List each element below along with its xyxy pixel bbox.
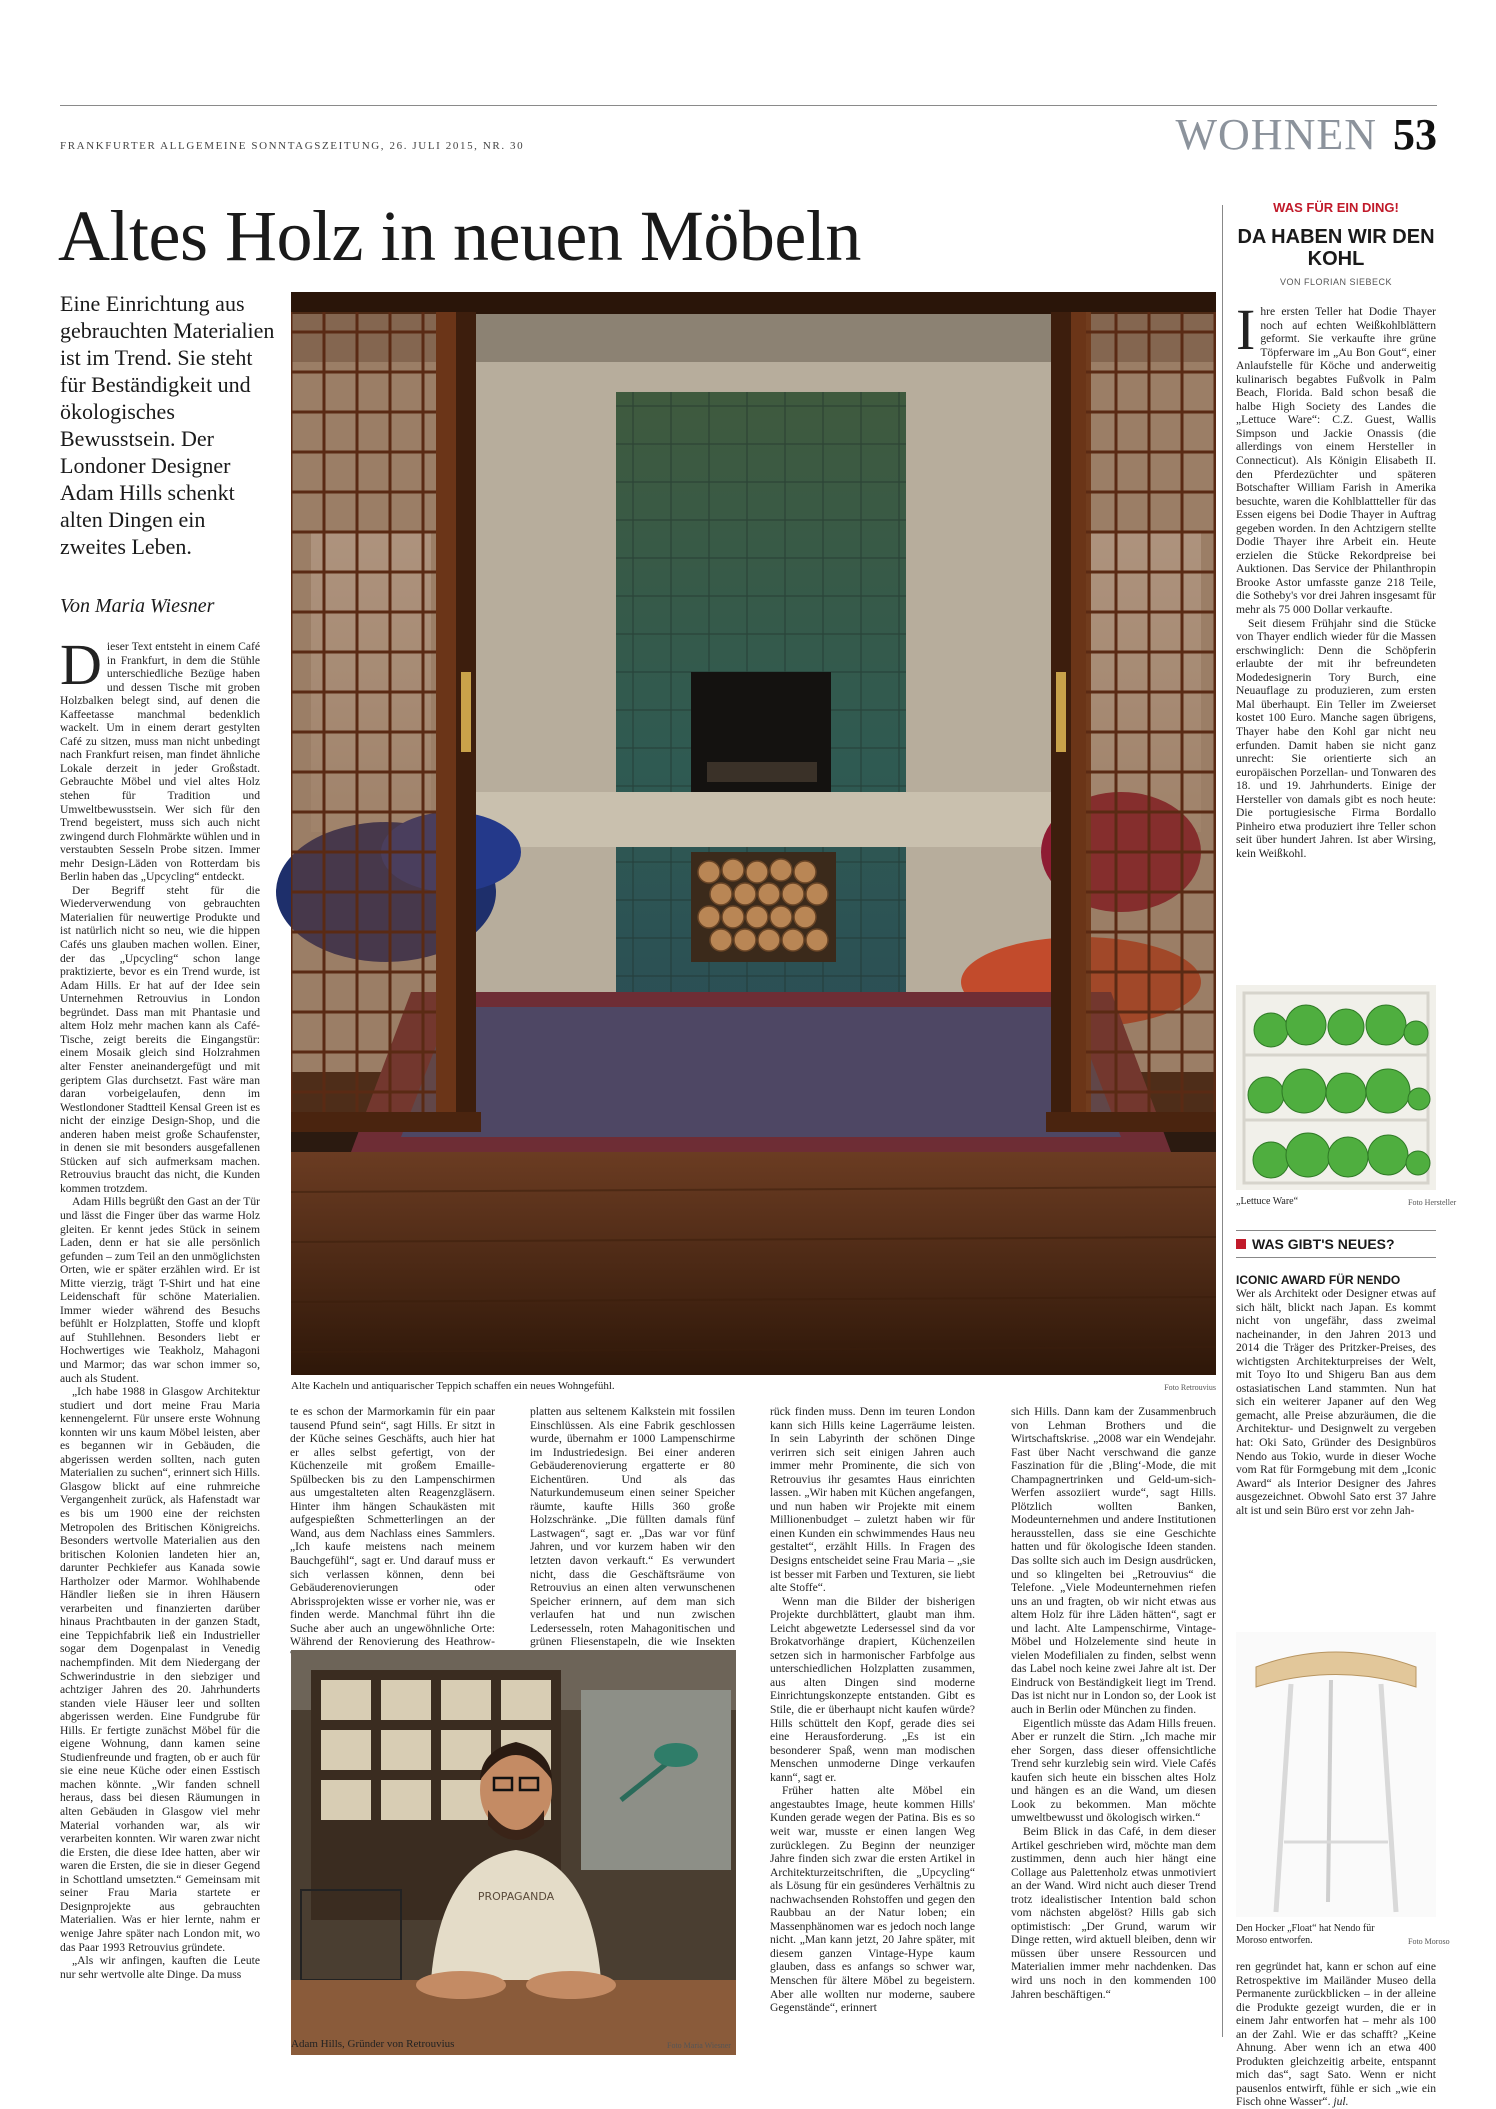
paragraph: „Ich habe 1988 in Glasgow Architektur studiert und dort meine Frau Maria kennengelernt. Für unsere erste Wohnung konnten wir uns kaum Möbel leisten, aber es begannen wir in Gebäuden, die abgerissen werden sollten, nach guten Materialien zu suchen“, erinnert sich Hills. Glasgow blickt auf eine ruhmreiche Vergangenheit zurück, als Hafenstadt war es bis um 1900 eine der reichsten Metropolen des Britischen Königreichs. Besonders wertvolle Materialien aus den britischen Kolonien landeten hier an, darunter Pechkiefer aus Kanada sowie Hartholzer oder Marmor. Wohlhabende Händler ließen sie in ihren Häusern verarbeiten und finanzierten darüber hinaus Prachtbauten in der ganzen Stadt, eine Teppichfabrik ließ ein Industrieller sogar dem Dogenpalast in Venedig nachempfinden. Mit dem Niedergang der Schwerindustrie in den siebziger und achtziger Jahren des 20. Jahrhunderts standen viele Häuser leer und sollten abgerissen werden. Eine Fundgrube für Hills. Er fertigte zunächst Möbel für die eigene Wohnung, dann kamen seine Studienfreunde und fragten, ob er auch für sie eine neue Küche oder einen Esstisch machen könnte. „Wir fanden schnell heraus, dass bei diesen Räumungen in alten Gebäuden in Glasgow viel mehr Material vorhanden war, als wir verarbeiten konnten. Wir waren zwar nicht die Ersten, die diese Idee hatten, aber wir waren die Ersten, die sie in dieser Gegend in Schottland umsetzten.“ Gemeinsam mit seiner Frau Maria startete er Designprojekte aus gebrauchten Materialien. Was er hier lernte, nahm er wenige Jahre später nach London mit, wo das Paar 1993 Retrouvius gründete. bbox=[60, 1385, 260, 1954]
paragraph: rück finden muss. Denn im teuren London kann sich Hills keine Lagerräume leisten. In sein Labyrinth der schönen Dinge verirren sich seit einigen Jahren auch immer mehr Prominente, die sich von Retrouvius ihr gesamtes Haus einrichten lassen. „Wir haben mit Küchen angefangen, und nun haben wir Projekte mit einem Millionenbudget – zuletzt haben wir für einen Kunden ein schwimmendes Haus neu gestaltet“, erzählt Hills. In Fragen des Designs entscheidet seine Frau Maria – „sie ist besser mit Farben und Texturen, sie liebt alte Stoffe“. bbox=[770, 1405, 975, 1595]
section-page bbox=[1175, 112, 1437, 158]
paragraph: Der Begriff steht für die Wiederverwendung von gebrauchten Materialien für neuwertige Produkte und ist natürlich nicht so neu, wie die hippen Cafés uns glauben machen wollen. Einer, der das „Upcycling“ schon lange praktizierte, bevor es ein Trend wurde, ist Adam Hills. Er hat auf der Idee sein Unternehmen Retrouvius in London begründet. Dass man mit Phantasie und altem Holz mehr machen kann als Café-Tische, zeigt bereits die Eingangstür: einem Mosaik gleich sind Holzrahmen alter Fenster aneinandergefügt und mit geriptem Glas durchsetzt. Fast wäre man daran vorbeigelaufen, denn im Westlondoner Stadtteil Kensal Green ist es nicht der einzige Design-Shop, und die anderen haben meist große Schaufenster, in denen sie mit besonders ausgefallenen Stücken auf sich aufmerksam machen. Retrouvius braucht das nicht, die Kunden kommen trotzdem. bbox=[60, 883, 260, 1195]
portrait-credit: Foto Maria Wiesner bbox=[667, 2041, 731, 2050]
lettuce-ware-credit: Foto Hersteller bbox=[1408, 1198, 1457, 1207]
sidebar-author: VON FLORIAN SIEBECK bbox=[1279, 277, 1393, 287]
paragraph: hre ersten Teller hat Dodie Thayer noch auf echten Weißkohlblättern geformt. Sie verkaufte ihre grüne Töpferware im „Au Bon Gout“, einer Anlaufstelle für Köche und anderweitig kulinarisch begabtes Fußvolk in Palm Beach, Florida. Bald schon besaß die halbe High Society des Landes die „Lettuce Ware“: C.Z. Guest, Wallis Simpson und Jackie Onassis (die allerdings von einem Hersteller in Connecticut). Als Königin Elisabeth II. den Pferdezüchter und späteren Botschafter William Farish in Amerika besuchte, waren die Kohlblattteller für das Essen eigens bei Dodie Thayer in Auftrag gegeben worden. In den Achtzigern stellte Dodie Thayer ihre Arbeit ein. Heute erzielen die Stücke Rekordpreise bei Auktionen. Das Service der Philanthropin Brooke Astor umfasste ganze 218 Teile, die Sotheby's vor drei Jahren insgesamt für mehr als 75 000 Dollar verkaufte. bbox=[1236, 305, 1436, 617]
article-lead: Eine Einrichtung aus gebrauchten Materialien ist im Trend. Sie steht für Beständigkeit und ökologisches Bewusstsein. Der Londoner Designer Adam Hills schenkt alten Dingen ein zweites Leben. bbox=[60, 291, 275, 559]
portrait-caption: Adam Hills, Gründer von Retrouvius bbox=[291, 2038, 455, 2050]
paragraph: Früher hatten alte Möbel ein angestaubtes Image, heute kommen Hills' Kunden gerade wegen der Patina. Bis es so weit war, musste er einen langen Weg zurücklegen. Zu Beginn der neunziger Jahre finden sich zwar die ersten Artikel in Architekturzeitschriften, die „Upcycling“ als Lösung für ein gesünderes Verhältnis zu nachwachsenden Rohstoffen und gegen den Raubbau an der Natur loben; ein Massenphänomen war es jedoch noch lange nicht. „Man kann jetzt, 20 Jahre später, mit diesem ganzen Vintage-Hype kaum glauben, dass es anfangs so schwer war, Menschen für ältere Möbel zu begeistern. Aber alle wollten nur moderne, saubere Gegenstände“, erinnert bbox=[770, 1784, 975, 2015]
sidebar2-subheading: ICONIC AWARD FÜR NENDO bbox=[1236, 1273, 1401, 1287]
article-headline: Altes Holz in neuen Möbeln bbox=[58, 196, 861, 276]
sidebar-title: DA HABEN WIR DEN KOHL bbox=[1237, 226, 1435, 270]
paragraph: sich Hills. Dann kam der Zusammenbruch von Lehman Brothers und die Wirtschaftskrise. „2008 war ein Wendejahr. Fast über Nacht verschwand die ganze Faszination für die ‚Bling‘-Mode, die mit Champagnertrinken und Geld-um-sich-Werfen assoziiert wurde“, sagt Hills. Plötzlich wollten Banken, Modeunternehmen und andere Institutionen herausstellen, dass sie eine Geschichte hatten und für ökologische Ideen standen. Das sollte sich auch im Design ausdrücken, und so klingelten bei „Retrouvius“ die Telefone. „Viele Modeunternehmen riefen uns an und fragten, ob wir nicht etwas aus altem Holz für ihre Läden hätten“, sagt er und lacht. Alte Lampenschirme, Vintage-Möbel und Holzelemente sind heute in vielen Modefilialen zu finden, selbst wenn das Label noch keine zwei Jahre alt ist. Der Eindruck von Beständigkeit liegt im Trend. Das ist nicht nur in London so, der Look ist auch in Berlin oder München zu finden. bbox=[1011, 1405, 1216, 1717]
paragraph: platten aus seltenem Kalkstein mit fossilen Einschlüssen. Als eine Fabrik geschlossen wurde, übernahm er 1000 Lampenschirme im Industriedesign. Bei einer anderen Gebäuderenovierung ergatterte er 80 Eichentüren. Und als das Naturkundemuseum einen seiner Speicher räumte, kaufte Hills 360 große Holzschränke. „Die füllten damals fünf Lastwagen“, sagt er. „Das war vor fünf Jahren, und vor kurzem haben wir den letzten davon verkauft.“ Es verwundert nicht, dass die Geschäftsräume von Retrouvius an einen alten verwunschenen Speicher erinnern, auf dem man sich verlaufen hat und nun zwischen Ledersesseln, roten Mahagonitischen und grünen Fliesenstapeln, die wie Insekten bbox=[530, 1405, 735, 1649]
author-signature: jul. bbox=[1333, 2095, 1349, 2109]
section-name: WOHNEN bbox=[1175, 110, 1377, 159]
sidebar2-heading-text: WAS GIBT'S NEUES? bbox=[1252, 1236, 1395, 1252]
paragraph: ieser Text entsteht in einem Café in Frankfurt, in dem die Stühle unterschiedliche Bezüge haben und dessen Tische mit groben Holzbalken belegt sind, auf denen die Kaffeetasse manchmal bedenklich wackelt. Um in einem derart gestylten Café zu sitzen, muss man nicht unbedingt nach Frankfurt reisen, man findet ähnliche Lokale derzeit in jeder Großstadt. Gebrauchte Möbel und viel altes Holz stehen für Tradition und Umweltbewusstsein. Wer sich für den Trend begeistert, muss sich auch nicht zwingend durch Flohmärkte wühlen und in verstaubten Sesseln Probe sitzen. Immer mehr Design-Läden von Rotterdam bis Berlin haben das „Upcycling“ entdeckt. bbox=[60, 640, 260, 884]
paragraph: Adam Hills begrüßt den Gast an der Tür und lässt die Finger über das warme Holz gleiten. Er kennt jedes Stück in seinem Laden, denn er hat sie alle persönlich gefunden – zum Teil an den unmöglichsten Orten, wie er später erzählen wird. Er ist Mitte vierzig, trägt T-Shirt und hat eine Leidenschaft für schöne Materialien. Immer wieder während des Besuchs befühlt er Holzplatten, Stoffe und klopft auf Stuhllehnen. Besonders liebt er Hochwertiges wie Teakholz, Mahagoni und Marmor; das war schon immer so, auch als Student. bbox=[60, 1195, 260, 1385]
paragraph: Wenn man die Bilder der bisherigen Projekte durchblättert, glaubt man ihm. Leicht abgewetzte Ledersessel sind da vor Brokatvorhänge drapiert, Küchenzeilen setzen sich in harmonischer Farbfolge aus unterschiedlichen Holzplatten zusammen, aus alten Dingen sind moderne Einrichtungskonzepte entstanden. Gibt es Stile, die er überhaupt nicht kaufen würde? Hills schüttelt den Kopf, gerade dies sei eine Herausforderung. „Es ist ein besonderer Spaß, wenn man modischen Menschen unmoderne Dinge verkaufen kann“, sagt er. bbox=[770, 1594, 975, 1784]
sidebar2-rule-bottom bbox=[1236, 1257, 1436, 1258]
paragraph: Wer als Architekt oder Designer etwas auf sich hält, blickt nach Japan. Es kommt nicht von ungefähr, dass zweimal nacheinander, in den Jahren 2013 und 2014 die Träger des Pritzker-Preises, des wichtigsten Architekturpreises der Welt, mit Toyo Ito und Shigeru Ban aus dem ostasiatischen Land stammten. Nun hat sich ein weiterer Japaner auf den Weg gemacht, alle Preise abzuräumen, die die Architektur- und Designwelt zu vergeben hat: Oki Sato, Gründer des Designbüros Nendo aus Tokio, wurde in dieser Woche vom Rat für Formgebung mit dem „Iconic Award“ als Interior Designer des Jahres ausgezeichnet. Obwohl Sato erst 37 Jahre alt ist und sein Büro erst vor zehn Jah- bbox=[1236, 1287, 1436, 1517]
portrait-illustration bbox=[291, 1650, 736, 2055]
paragraph: Beim Blick in das Café, in dem dieser Artikel geschrieben wird, möchte man dem zustimmen, denn auch hier hängt eine Collage aus Palettenholz etwas unmotiviert an der Wand. Wird nicht auch dieser Trend trotz idealistischer Intention bald schon vom nächsten abgelöst? Hills gab sich optimistisch: „Der Grund, warum wir Dinge retten, wird aktuell bleiben, denn wir müssen über unsere Ressourcen und Materialien immer mehr nachdenken. Das wird uns noch in den kommenden 100 Jahren beschäftigen.“ bbox=[1011, 1824, 1216, 2001]
dropcap: D bbox=[60, 632, 102, 697]
sidebar-divider bbox=[1222, 205, 1223, 2037]
stool-illustration bbox=[1236, 1632, 1436, 1917]
sidebar2-rule-top bbox=[1236, 1230, 1436, 1231]
lettuce-ware-caption: „Lettuce Ware“ bbox=[1236, 1196, 1299, 1207]
sidebar2-column bbox=[1236, 1287, 1436, 1622]
sidebar-column bbox=[1236, 297, 1436, 985]
page-number: 53 bbox=[1393, 110, 1437, 159]
stool-credit: Foto Moroso bbox=[1408, 1937, 1450, 1946]
lettuce-ware-photo bbox=[1236, 985, 1436, 1190]
article-column-5 bbox=[1011, 1405, 1216, 2037]
main-photo-credit: Foto Retrouvius bbox=[1164, 1383, 1216, 1392]
lettuce-ware-illustration bbox=[1236, 985, 1436, 1190]
main-photo-room-with-fireplace bbox=[291, 292, 1216, 1375]
sidebar2-heading bbox=[1236, 1236, 1436, 1252]
paragraph: Seit diesem Frühjahr sind die Stücke von Thayer endlich wieder für die Massen erschwinglich: Denn die Schöpferin erlaubte der mit ihr befreundeten Modedesignerin Tory Burch, eine Neuauflage zu produzieren, zum ersten Mal überhaupt. Ein Teller im Zweierset kostet 100 Euro. Manche sagen übrigens, Thayer habe den Kohl gar nicht neu erfunden. Damit haben sie nicht ganz unrecht: Sie orientierte sich an europäischen Porzellan- und Tonwaren des 18. und 19. Jahrhunderts. Einige der Hersteller von damals gibt es noch heute: Die portugiesische Firma Bordallo Pinheiro etwa produziert ihre Teller schon seit über hundert Jahren. Ist aber Wirsing, kein Weißkohl. bbox=[1236, 616, 1436, 860]
stool-caption: Den Hocker „Float“ hat Nendo für Moroso entworfen. bbox=[1236, 1923, 1375, 1946]
article-byline: Von Maria Wiesner bbox=[60, 595, 215, 617]
portrait-photo-adam-hills bbox=[291, 1650, 736, 2055]
paragraph: „Als wir anfingen, kauften die Leute nur sehr wertvolle alte Dinge. Da muss bbox=[60, 1954, 260, 1981]
article-column-1 bbox=[60, 632, 260, 2035]
article-column-2 bbox=[290, 1405, 495, 1649]
sidebar-kicker: WAS FÜR EIN DING! bbox=[1273, 200, 1399, 215]
room-illustration bbox=[291, 292, 1216, 1375]
paper-dateline: FRANKFURTER ALLGEMEINE SONNTAGSZEITUNG, 26. JULI 2015, NR. 30 bbox=[60, 140, 525, 152]
article-column-3 bbox=[530, 1405, 735, 1649]
article-column-4 bbox=[770, 1405, 975, 2037]
dropcap: I bbox=[1236, 297, 1256, 362]
red-square-icon bbox=[1236, 1239, 1246, 1249]
paragraph: ren gegründet hat, kann er schon auf eine Retrospektive im Mailänder Museo della Permanente zurückblicken – in der alleine die Produkte gezeigt wurden, die er in einem Jahr entworfen hat – mehr als 100 an der Zahl. Wie er das schafft? „Keine Ahnung. Aber wenn ich an etwa 400 Produkten gleichzeitig arbeite, entspannt mich das“, sagt Sato. Wenn er nicht pausenlos entwirft, fühle er sich „wie ein Fisch ohne Wasser“. bbox=[1236, 1960, 1436, 2109]
sidebar2-column-continued bbox=[1236, 1960, 1436, 2109]
main-photo-caption: Alte Kacheln und antiquarischer Teppich schaffen ein neues Wohngefühl. bbox=[291, 1380, 615, 1392]
tshirt-print: PROPAGANDA bbox=[477, 1890, 555, 1903]
paragraph: Eigentlich müsste das Adam Hills freuen. Aber er runzelt die Stirn. „Ich mache mir eher Sorgen, dass dieser offensichtliche Trend sehr kurzlebig sein wird. Viele Cafés kaufen sich heute ein bisschen altes Holz und hängen es an die Wand, um diesen Look zu bekommen. Man möchte umweltbewusst und ökologisch wirken.“ bbox=[1011, 1716, 1216, 1825]
float-stool-photo bbox=[1236, 1632, 1436, 1917]
masthead bbox=[60, 112, 1437, 158]
masthead-rule bbox=[60, 105, 1437, 106]
paragraph: te es schon der Marmorkamin für ein paar tausend Pfund sein“, sagt Hills. Er sitzt in der Küche seines Geschäfts, auch hier hat er alles selbst gefertigt, von der Küchenzeile mit großem Emaille-Spülbecken bis zu den Lampenschirmen aus umgestalteten alten Reagenzgläsern. Hinter ihm hängen Schaukästen mit aufgespießten Schmetterlingen an der Wand, aus dem Nachlass eines Sammlers. „Ich kaufe meistens nach meinem Bauchgefühl“, sagt er. Und darauf muss er sich verlassen können, denn bei Gebäuderenovierungen oder Abrissprojekten wisse er vorher nie, was er finden werde. Manchmal führt ihn die Suche aber auch an ungewöhnliche Orte: Während der Renovierung des Heathrow- bbox=[290, 1405, 495, 1649]
